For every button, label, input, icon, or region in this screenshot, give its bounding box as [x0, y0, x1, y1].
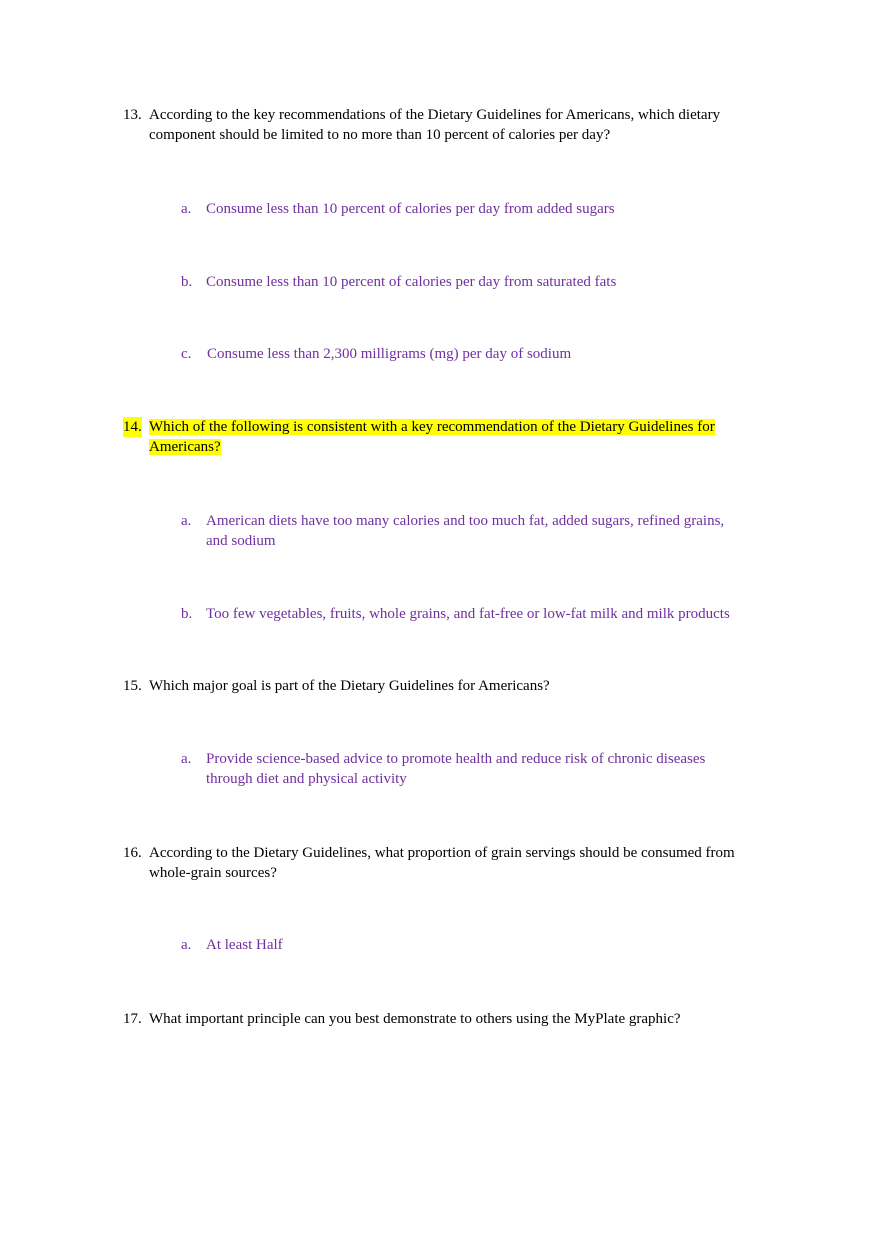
answer-letter: a.: [181, 513, 192, 529]
answer-line: American diets have too many calories and too much fat, added sugars, refined grains,: [206, 513, 725, 529]
question-15: [123, 676, 783, 696]
question-line: According to the key recommendations of the Dietary Guidelines for Americans, which dietary: [149, 107, 721, 123]
answer-text: Too few vegetables, fruits, whole grains, and fat-free or low-fat milk and milk products: [206, 606, 730, 622]
answer-line: Provide science-based advice to promote health and reduce risk of chronic diseases: [206, 751, 706, 767]
answer-text: Consume less than 2,300 milligrams (mg) per day of sodium: [207, 346, 572, 362]
question-number: 15.: [123, 678, 142, 694]
question-number: 16.: [123, 845, 142, 861]
answer-text: [206, 749, 771, 789]
question-17: [123, 1009, 783, 1029]
answer-14b: [181, 604, 771, 624]
question-16: [123, 843, 783, 883]
answer-text: [206, 511, 771, 551]
question-text: [149, 105, 783, 145]
question-text: [149, 417, 783, 457]
question-line: Which of the following is consistent with a key recommendation of the Dietary Guidelines for: [149, 419, 715, 435]
answer-14a: [181, 511, 771, 551]
question-text: What important principle can you best demonstrate to others using the MyPlate graphic?: [149, 1011, 681, 1027]
answer-letter: a.: [181, 201, 192, 217]
answer-text: Consume less than 10 percent of calories per day from added sugars: [206, 201, 615, 217]
answer-letter: a.: [181, 937, 192, 953]
answer-13b: [181, 272, 771, 292]
question-number: 14.: [123, 419, 142, 435]
question-text: Which major goal is part of the Dietary Guidelines for Americans?: [149, 678, 550, 694]
answer-letter: c.: [181, 346, 192, 362]
question-line: component should be limited to no more than 10 percent of calories per day?: [149, 127, 611, 143]
question-line: According to the Dietary Guidelines, what proportion of grain servings should be consumed from: [149, 845, 735, 861]
answer-letter: b.: [181, 274, 193, 290]
question-line: Americans?: [149, 439, 221, 455]
answer-15a: [181, 749, 771, 789]
answer-13c: [181, 344, 771, 364]
answer-line: and sodium: [206, 533, 276, 549]
question-number: 17.: [123, 1011, 142, 1027]
question-number: 13.: [123, 107, 142, 123]
answer-letter: b.: [181, 606, 193, 622]
answer-letter: a.: [181, 751, 192, 767]
answer-text: At least Half: [206, 937, 283, 953]
question-13: [123, 105, 783, 145]
question-text: [149, 843, 783, 883]
question-14: [123, 417, 783, 457]
question-line: whole-grain sources?: [149, 865, 277, 881]
answer-13a: [181, 199, 771, 219]
answer-line: through diet and physical activity: [206, 771, 407, 787]
answer-16a: [181, 935, 771, 955]
answer-text: Consume less than 10 percent of calories per day from saturated fats: [206, 274, 617, 290]
